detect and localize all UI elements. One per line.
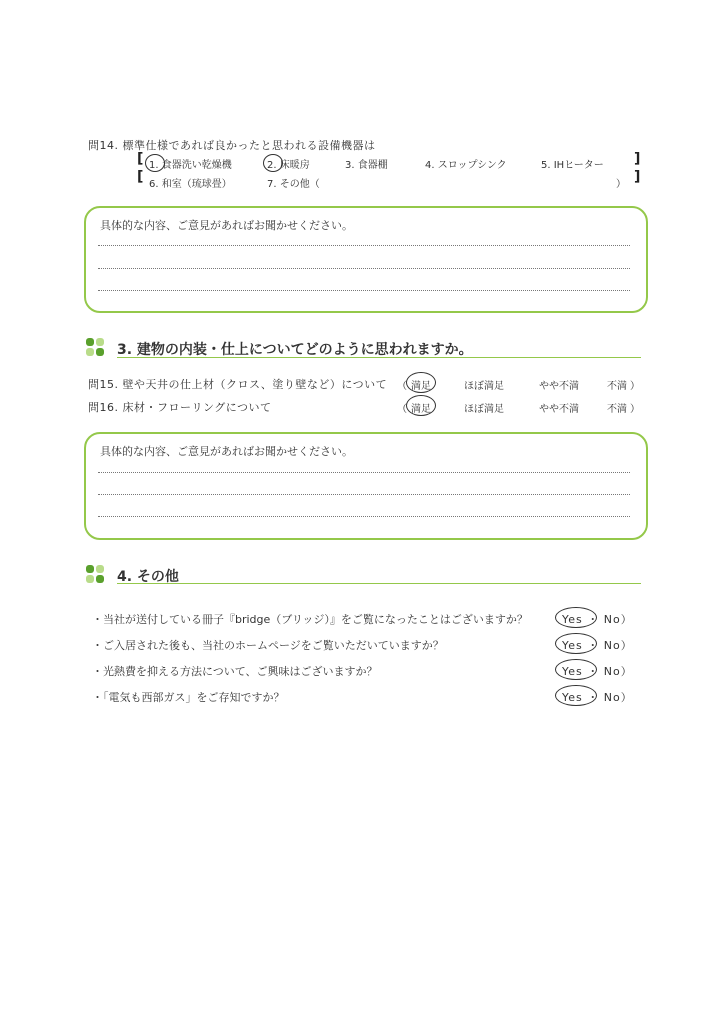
- comment-box-2[interactable]: [84, 432, 648, 540]
- q16-label: 問16. 床材・フローリングについて: [88, 401, 272, 414]
- yn-question-energy: ・光熱費を抑える方法について、ご興味はございますか？: [92, 665, 378, 678]
- section4-rule: [117, 583, 641, 584]
- q14-option-floor-heating[interactable]: 2. 床暖房: [267, 160, 310, 171]
- comment-box-2-label: 具体的な内容、ご意見があればお聞かせください。: [100, 445, 353, 458]
- comment-box-1-label: 具体的な内容、ご意見があればお聞かせください。: [100, 219, 353, 232]
- yn-answer-seibu-gas[interactable]: Yes ・ No）: [562, 691, 633, 704]
- section4-clover-icon: [86, 565, 104, 583]
- q14-option-other-close: ）: [616, 179, 626, 190]
- q15-choice-somewhat-dissatisfied[interactable]: やや不満: [539, 381, 579, 392]
- yn-answer-energy[interactable]: Yes ・ No）: [562, 665, 633, 678]
- q15-close-paren: ）: [630, 381, 640, 392]
- comment-box-2-line: [98, 472, 630, 473]
- q15-label: 問15. 壁や天井の仕上材（クロス、塗り壁など）について: [88, 378, 388, 391]
- comment-box-2-line: [98, 494, 630, 495]
- yn-answer-homepage[interactable]: Yes ・ No）: [562, 639, 633, 652]
- comment-box-1-line: [98, 268, 630, 269]
- q15-choice-mostly-satisfied[interactable]: ほぼ満足: [464, 381, 504, 392]
- q15-choice-satisfied[interactable]: 満足: [411, 381, 431, 392]
- yn-question-bridge: ・当社が送付している冊子『bridge（ブリッジ）』をご覧になったことはございますか？: [92, 613, 528, 626]
- q16-choice-dissatisfied[interactable]: 不満: [607, 404, 627, 415]
- q14-option-cupboard[interactable]: 3. 食器棚: [345, 160, 388, 171]
- q14-option-tatami[interactable]: 6. 和室（琉球畳）: [149, 179, 232, 190]
- q14-bracket-left-2: [: [137, 169, 144, 185]
- yn-answer-bridge[interactable]: Yes ・ No）: [562, 613, 633, 626]
- q14-bracket-right-2: ]: [634, 169, 641, 185]
- q14-option-dishwasher[interactable]: 1. 食器洗い乾燥機: [149, 160, 232, 171]
- q16-choice-satisfied[interactable]: 満足: [411, 404, 431, 415]
- q14-option-other[interactable]: 7. その他（: [267, 179, 320, 190]
- comment-box-1-line: [98, 290, 630, 291]
- q14-bracket-left: [: [137, 151, 144, 167]
- q16-choice-mostly-satisfied[interactable]: ほぼ満足: [464, 404, 504, 415]
- comment-box-1-line: [98, 245, 630, 246]
- section3-title: 3. 建物の内装・仕上についてどのように思われますか。: [117, 342, 473, 358]
- q14-option-slop-sink[interactable]: 4. スロップシンク: [425, 160, 507, 171]
- comment-box-1[interactable]: [84, 206, 648, 313]
- yn-question-seibu-gas: ・「電気も西部ガス」をご存知ですか？: [92, 691, 285, 704]
- yn-question-homepage: ・ご入居された後も、当社のホームページをご覧いただいていますか？: [92, 639, 444, 652]
- section3-clover-icon: [86, 338, 104, 356]
- q16-choice-somewhat-dissatisfied[interactable]: やや不満: [539, 404, 579, 415]
- q14-option-ih-heater[interactable]: 5. IHヒーター: [541, 160, 604, 171]
- q16-close-paren: ）: [630, 404, 640, 415]
- comment-box-2-line: [98, 516, 630, 517]
- q15-choice-dissatisfied[interactable]: 不満: [607, 381, 627, 392]
- q14-bracket-right: ]: [634, 151, 641, 167]
- section4-title: 4. その他: [117, 569, 179, 585]
- q15-open-paren: （: [397, 381, 407, 392]
- q16-open-paren: （: [397, 404, 407, 415]
- section3-rule: [117, 357, 641, 358]
- q14-label: 問14. 標準仕様であれば良かったと思われる設備機器は: [88, 139, 376, 152]
